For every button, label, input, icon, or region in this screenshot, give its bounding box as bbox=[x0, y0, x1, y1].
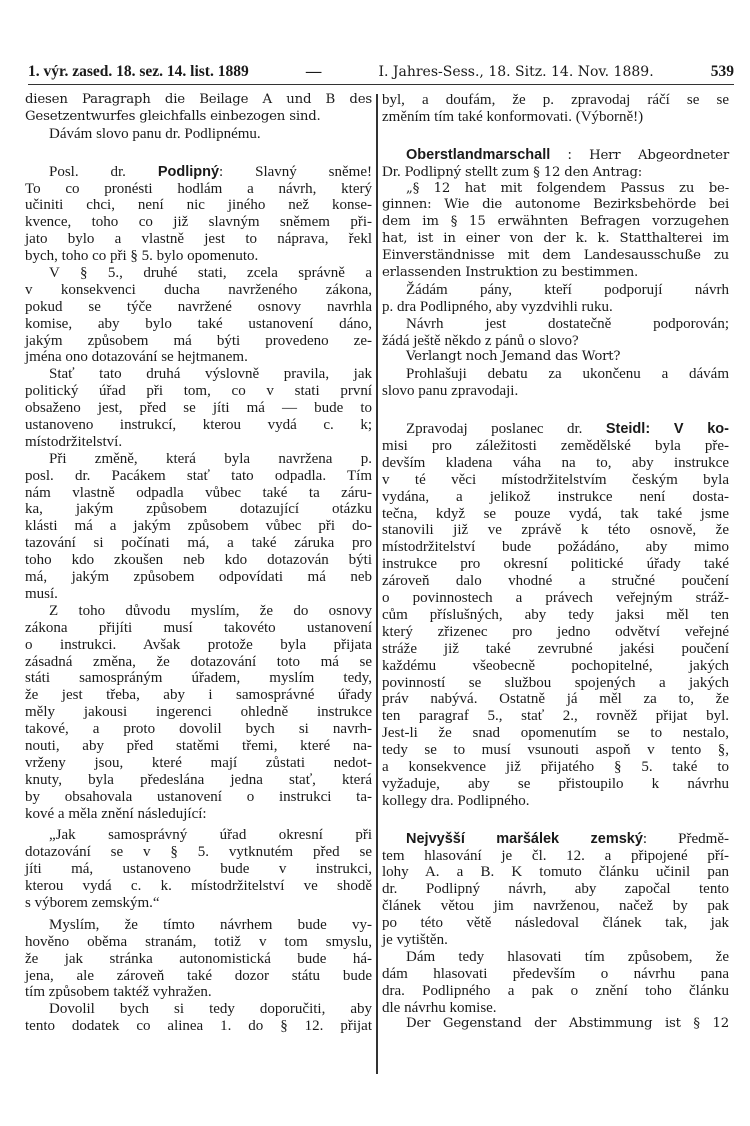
text-line: musí. bbox=[25, 585, 58, 602]
text-line: práv nabývá. Ostatně já měl za to, že bbox=[382, 691, 729, 708]
text-line: erlassenden Instruktion zu bestimmen. bbox=[382, 265, 639, 281]
column-divider bbox=[376, 94, 378, 1074]
left-column bbox=[25, 92, 372, 1035]
paragraph bbox=[382, 92, 729, 126]
text-line: který zřizenec pro jedno odvětví veřejné bbox=[382, 623, 729, 640]
paragraph bbox=[382, 831, 729, 949]
text-line: dr. Podlipný návrh, aby započal tento bbox=[382, 881, 729, 898]
text-line: tazování si počínati má, a také záruka pro bbox=[25, 535, 372, 552]
text-line: že jak stránka autonomistická bude há- bbox=[25, 950, 372, 967]
text-line: ustanoveno instrukcí, kterou vydá c. k; bbox=[25, 417, 372, 434]
text-line: jména ono dotazování se hejtmanem. bbox=[25, 349, 248, 366]
text-line: vydána, a jelikož instrukce není dosta- bbox=[382, 488, 729, 505]
text-line: o instrukci. Avšak protože byla přijata bbox=[25, 636, 372, 653]
paragraph bbox=[25, 265, 372, 366]
text-line: vyžaduje, aby se přistoupilo k návrhu bbox=[382, 775, 729, 792]
text-line: místodržitelství. bbox=[25, 433, 123, 450]
text-line: diesen Paragraph die Beilage A und B des bbox=[25, 92, 372, 107]
paragraph bbox=[382, 316, 729, 350]
speaker-name: Oberstlandmarschall bbox=[406, 146, 551, 163]
text-line: Jest-li že snad opomenutím se to nestalo, bbox=[382, 725, 729, 742]
text-line: změním tím také konformovati. (Výborně!) bbox=[382, 108, 644, 125]
text-line: Při změně, která byla navržena p. bbox=[49, 450, 372, 467]
text-line: posl. dr. Pacákem stať tato odpadla. Tím bbox=[25, 467, 372, 484]
text-line: „§ 12 hat mit folgendem Passus zu be- bbox=[406, 180, 729, 196]
text-line: vrženy jsou, které mají zůstati nedot- bbox=[25, 754, 372, 771]
paragraph bbox=[382, 282, 729, 316]
text-line: misi pro záležitosti zemědělské byla pře- bbox=[382, 438, 729, 455]
text-line: Dávám slovo panu dr. Podlipnému. bbox=[49, 125, 261, 142]
text-line: klásti má a jakým způsobem vůbec při do- bbox=[25, 518, 372, 535]
text-line: Einverständnisse mit dem Landesausschuße zu bbox=[382, 248, 729, 264]
text-line: že jest třeba, aby i samosprávné úřady bbox=[25, 687, 372, 704]
text-line: To co pronésti hodlám a návrh, který bbox=[25, 180, 372, 197]
text-segment: Dr. bbox=[382, 163, 405, 180]
text-line bbox=[382, 147, 729, 164]
text-line: má, jakým způsobem odpovídati má neb bbox=[25, 569, 372, 586]
text-line: jíti má, ustanoveno bude v instrukci, bbox=[25, 861, 372, 878]
text-line: kterou vydá c. k. místodržitelství ve shodě bbox=[25, 878, 372, 895]
text-line: článek větou jim navrženou, načež by pak bbox=[382, 898, 729, 915]
text-line: Dám tedy hlasovati tím způsobem, že bbox=[406, 948, 729, 965]
text-line: nouti, aby před statěmi třemi, které na- bbox=[25, 737, 372, 754]
speaker-name: Nejvyšší maršálek zemský bbox=[406, 830, 643, 847]
paragraph bbox=[25, 1001, 372, 1035]
paragraph bbox=[382, 349, 729, 366]
text-line: nám vlastně odpadla vůbec také ta záru- bbox=[25, 484, 372, 501]
text-line: a konsekvence již přijatého § 5. také to bbox=[382, 758, 729, 775]
text-line: p. dra Podlipného, aby vyzdvihli ruku. bbox=[382, 298, 613, 315]
text-line: Verlangt noch Jemand das Wort? bbox=[406, 349, 621, 365]
text-line: místodržitelství bude požádáno, aby mimo bbox=[382, 539, 729, 556]
text-segment: : Předmě- bbox=[642, 830, 729, 847]
paragraph bbox=[25, 366, 372, 450]
text-line: s výborem zemským.“ bbox=[25, 894, 160, 911]
text-line: obsaženo jest, před se jíti má — bude to bbox=[25, 400, 372, 417]
text-line: zákona přijíti musí takovéto ustanovení bbox=[25, 619, 372, 636]
text-line: tím způsobem taktéž vyhražen. bbox=[25, 984, 212, 1001]
text-line bbox=[382, 831, 729, 848]
text-segment: Podlipný stellt zum § 12 den Antrag: bbox=[404, 164, 643, 180]
text-line: tem hlasování je čl. 12. a připojené pří- bbox=[382, 847, 729, 864]
text-line: povinností se službou spojených a jakých bbox=[382, 674, 729, 691]
text-line: kollegy dra. Podlipného. bbox=[382, 792, 530, 809]
paragraph bbox=[25, 917, 372, 1001]
paragraph bbox=[25, 827, 372, 911]
text-line: lohy A. a B. K tomuto článku učinil pan bbox=[382, 864, 729, 881]
text-line: stanovili již ve zprávě k této osnově, že bbox=[382, 522, 729, 539]
text-line: Gesetzentwurfes gleichfalls einbezogen sind. bbox=[25, 108, 321, 124]
text-line: Žádám pány, kteří podporují návrh bbox=[406, 281, 729, 298]
text-line: po této větě následoval článek tak, jak bbox=[382, 915, 729, 932]
text-line: jena, ale zároveň také dozor státu bude bbox=[25, 967, 372, 984]
text-line: byl, a doufám, že p. zpravodaj ráčí se se bbox=[382, 92, 729, 108]
text-line: státi samospráným úřadem, myslím tedy, bbox=[25, 670, 372, 687]
text-line: dra. Podlipného a pak o znění toho článku bbox=[382, 982, 729, 999]
text-line: instrukce pro okresní politické úřady také bbox=[382, 556, 729, 573]
text-line: cům příslušných, aby tedy jaksi měl ten bbox=[382, 606, 729, 623]
text-line: žádá ještě někdo z pánů o slovo? bbox=[382, 332, 579, 349]
paragraph bbox=[25, 92, 372, 126]
text-line: hat, ist in einer von der k. k. Statthalterei im bbox=[382, 231, 729, 247]
text-line: je vytištěn. bbox=[382, 931, 448, 948]
text-segment: Zpravodaj poslanec dr. bbox=[406, 421, 606, 438]
header-dash: — bbox=[305, 63, 322, 80]
text-line: zásadná změna, že dotazování toto má se bbox=[25, 653, 372, 670]
text-line: měly jakousi ingerenci ohledně instrukce bbox=[25, 704, 372, 721]
text-line: kvence, toho co již slavným sněmem při- bbox=[25, 214, 372, 231]
header-czech: 1. výr. zased. 18. sez. 14. list. 1889 bbox=[28, 63, 249, 80]
text-line: knuty, byla předeslána jedna stať, která bbox=[25, 771, 372, 788]
text-line: jato bylo a vlastně jest to náprava, řekl bbox=[25, 231, 372, 248]
paragraph bbox=[382, 366, 729, 400]
text-line: tečna, když se pouze vydá, tak také jsme bbox=[382, 505, 729, 522]
paragraph bbox=[382, 181, 729, 282]
speaker-name: Steidl: V ko- bbox=[605, 421, 729, 438]
text-segment: Herr Abgeordneter bbox=[589, 147, 730, 163]
text-line: takové, a proto dovolil bych si navrh- bbox=[25, 721, 372, 738]
text-line: tento dodatek co alinea 1. do § 12. přijat bbox=[25, 1018, 372, 1035]
text-line: devším kladena váha na to, aby instrukce bbox=[382, 454, 729, 471]
header-rule bbox=[28, 84, 734, 85]
text-line: slovo panu zpravodaji. bbox=[382, 383, 519, 400]
text-line bbox=[382, 164, 729, 181]
text-line: v té věci místodržitelstvím českým byla bbox=[382, 471, 729, 488]
paragraph bbox=[25, 451, 372, 603]
text-line: ginnen: Wie die autonome Bezirksbehörde bei bbox=[382, 197, 729, 213]
text-line: toho kdo zkoušen neb kdo dotazován býti bbox=[25, 552, 372, 569]
page-number: 539 bbox=[710, 63, 734, 80]
text-line: pokud se týče navržené osnovy navrhla bbox=[25, 298, 372, 315]
text-line: dle návrhu komise. bbox=[382, 999, 497, 1016]
text-segment: : bbox=[550, 146, 590, 163]
paragraph bbox=[25, 603, 372, 823]
text-line: v konsekvenci ducha navrženého zákona, bbox=[25, 281, 372, 298]
text-line: komise, aby bylo také ustanovení dáno, bbox=[25, 315, 372, 332]
text-line: dotazování se v § 5. vytknutém před se bbox=[25, 844, 372, 861]
text-line: dám hlasovati především o návrhu pana bbox=[382, 965, 729, 982]
text-line: ka, jakým způsobem dotazující otázku bbox=[25, 501, 372, 518]
paragraph bbox=[382, 1016, 729, 1033]
text-line: tedy se to musí vsunouti aspoň v tento §, bbox=[382, 742, 729, 759]
text-line: Myslím, že tímto návrhem bude vy- bbox=[49, 916, 372, 933]
speaker-name: Podlipný bbox=[157, 163, 220, 180]
text-line: by obsahovala ustanovení o instrukci ta- bbox=[25, 788, 372, 805]
text-line: „Jak samosprávný úřad okresní při bbox=[49, 827, 372, 844]
text-line: politický úřad při tom, co v stati první bbox=[25, 383, 372, 400]
paragraph bbox=[25, 164, 372, 265]
text-line: Prohlašuji debatu za ukončenu a dávám bbox=[406, 366, 729, 383]
text-line: ten paragraf 5., stať 2., rovněž přijat byl. bbox=[382, 708, 729, 725]
paragraph bbox=[25, 126, 372, 143]
header-german: I. Jahres-Sess., 18. Sitz. 14. Nov. 1889. bbox=[378, 64, 654, 80]
right-column bbox=[382, 92, 729, 1033]
text-line: hověno oběma stranám, totiž v tom smyslu, bbox=[25, 933, 372, 950]
text-segment: Posl. dr. bbox=[49, 163, 158, 180]
text-line: učiniti chci, není nic jiného než konse- bbox=[25, 197, 372, 214]
text-line bbox=[382, 421, 729, 438]
running-header bbox=[28, 62, 734, 82]
text-line bbox=[25, 164, 372, 181]
text-line: Dovolil bych si tedy doporučiti, aby bbox=[49, 1001, 372, 1018]
paragraph bbox=[382, 147, 729, 181]
text-segment: : Slavný sněme! bbox=[219, 163, 372, 180]
text-line: o povinnostech a právech veřejným stráž- bbox=[382, 590, 729, 607]
text-line: dem im § 15 erwähnten Befragen vorzugehen bbox=[382, 214, 729, 230]
paragraph bbox=[382, 421, 729, 809]
text-line: Der Gegenstand der Abstimmung ist § 12 bbox=[406, 1016, 729, 1032]
text-line: Stať tato druhá výslovně pravila, jak bbox=[49, 366, 372, 383]
text-line: každému všeobecně pochopitelné, jakých bbox=[382, 657, 729, 674]
text-line: zároveň dalo vhodné a stručné poučení bbox=[382, 573, 729, 590]
text-line: Z toho důvodu myslím, že do osnovy bbox=[49, 602, 372, 619]
text-line: kové a měla znění následující: bbox=[25, 805, 207, 822]
text-line: V § 5., druhé stati, zcela správně a bbox=[49, 265, 372, 282]
paragraph bbox=[382, 949, 729, 1017]
text-line: jakým způsobem má býti provedeno ze- bbox=[25, 332, 372, 349]
text-line: bych, toho co při § 5. bylo opomenuto. bbox=[25, 248, 259, 265]
text-line: stráže již také zevrubné jakési poučení bbox=[382, 640, 729, 657]
text-line: Návrh jest dostatečně podporován; bbox=[406, 315, 729, 332]
